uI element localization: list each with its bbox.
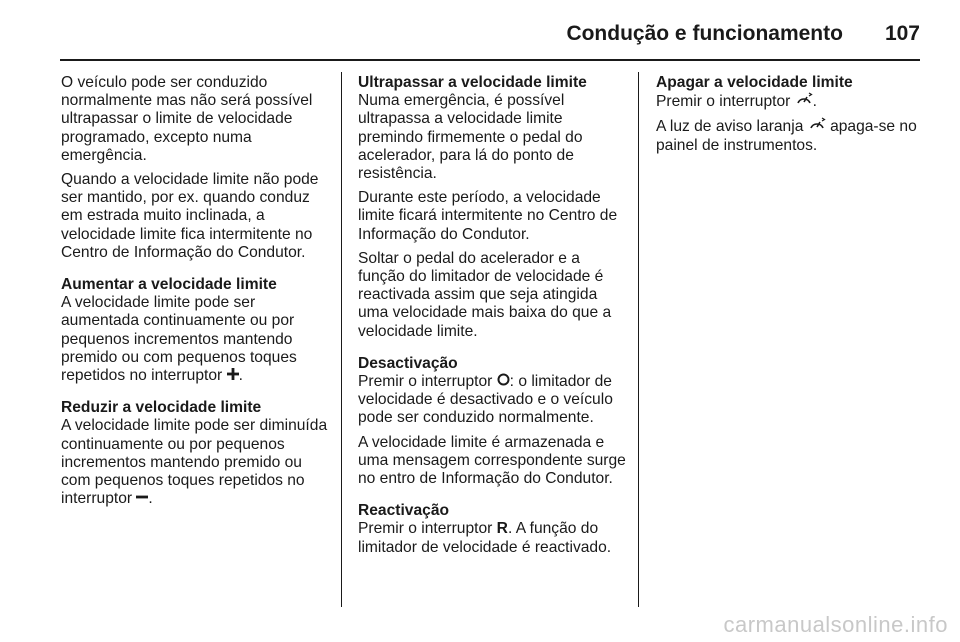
- speed-limiter-icon: [795, 92, 813, 106]
- page-header: [60, 14, 920, 54]
- paragraph-text: Premir o interruptor: [358, 520, 493, 538]
- circle-switch-icon: [497, 373, 510, 386]
- page-number: 107: [884, 22, 920, 45]
- speed-limiter-icon: [808, 117, 826, 131]
- paragraph: Soltar o pedal do acelerador e a função do limitador de velocidade é reactivada assim que seja atingida uma velocidade mais baixa do que a velocidade limite.: [358, 249, 612, 340]
- paragraph-text: apaga-se no painel de instrumentos.: [656, 118, 917, 154]
- section-heading: Desactivação: [358, 354, 458, 372]
- page-title: Condução e funcionamento: [566, 22, 843, 45]
- column-1: [61, 74, 329, 514]
- minus-icon: [136, 491, 148, 503]
- paragraph-text: : o limitador de velocidade é desactivado e o veículo pode ser conduzido normalmente.: [358, 373, 613, 427]
- paragraph-text: Premir o interruptor: [656, 93, 791, 111]
- paragraph: O veículo pode ser conduzido normalmente mas não será possível ultrapassar o limite de velocidade programado, excepto numa emergência.: [61, 74, 313, 164]
- section-heading: Reactivação: [358, 502, 450, 520]
- switch-key-r: R: [496, 520, 508, 538]
- paragraph: [656, 117, 924, 154]
- column-divider: [341, 72, 342, 607]
- section-heading: Reduzir a velocidade limite: [61, 399, 262, 417]
- paragraph: [358, 373, 626, 428]
- paragraph-text: Premir o interruptor: [358, 373, 493, 391]
- paragraph: Premir o interruptor .: [656, 93, 818, 111]
- paragraph-text: A velocidade limite pode ser aumentada continuamente ou por pequenos incrementos mantendo premido ou com pequenos toques repetidos no interruptor: [61, 294, 297, 385]
- paragraph: [358, 520, 626, 556]
- section-heading: Aumentar a velocidade limite: [61, 276, 277, 294]
- paragraph-text: A luz de aviso laranja: [656, 118, 804, 136]
- paragraph: A velocidade limite é armazenada e uma mensagem correspondente surge no entro de Informação do Condutor.: [358, 433, 626, 488]
- paragraph-text: . A função do limitador de velocidade é reactivado.: [358, 520, 612, 556]
- column-2: [358, 74, 626, 563]
- paragraph: Durante este período, a velocidade limite ficará intermitente no Centro de Informação do Condutor.: [358, 189, 618, 243]
- paragraph: Quando a velocidade limite não pode ser mantido, por ex. quando conduz em estrada muito inclinada, a velocidade limite fica intermitente no Centro de Informação do Condutor.: [61, 171, 319, 261]
- watermark: carmanualsonline.info: [723, 612, 948, 637]
- paragraph-text: A velocidade limite pode ser diminuída continuamente ou por pequenos incrementos mantendo premido ou com pequenos toques repetidos no interruptor: [61, 417, 328, 508]
- header-rule: [60, 59, 920, 61]
- section-heading: Ultrapassar a velocidade limite: [358, 74, 587, 91]
- plus-icon: [227, 368, 239, 380]
- section-heading: Apagar a velocidade limite: [656, 74, 853, 91]
- paragraph: Numa emergência, é possível ultrapassa a velocidade limite premindo firmemente o pedal do acelerador, para lá do ponto de resistência.: [358, 92, 583, 183]
- column-3: [656, 74, 924, 161]
- paragraph: A velocidade limite pode ser diminuída continuamente ou por pequenos incrementos mantendo premido ou com pequenos toques repetidos no interruptor .: [61, 417, 328, 508]
- paragraph: A velocidade limite pode ser aumentada continuamente ou por pequenos incrementos mantendo premido ou com pequenos toques repetidos no interruptor .: [61, 294, 297, 385]
- column-divider: [638, 72, 639, 607]
